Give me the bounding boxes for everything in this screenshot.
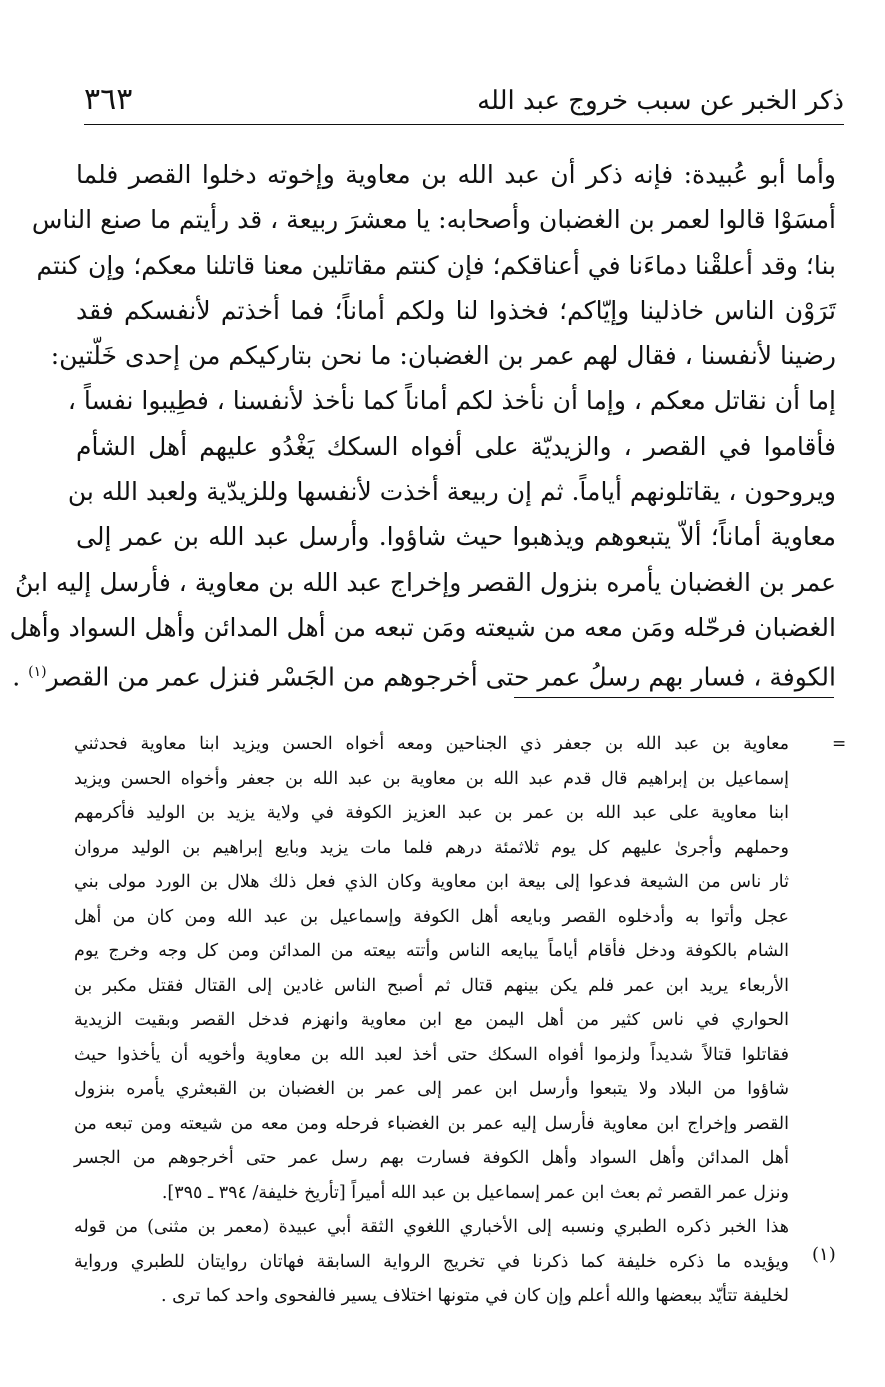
footnote-line: شاؤوا من البلاد ولا يتبعوا وأرسل ابن عمر إلى عمر بن الغضبان بن القبعثري يأمره بنزول xyxy=(74,1079,789,1099)
main-line: رضينا لأنفسنا ، فقال لهم عمر بن الغضبان: ما نحن بتاركيكم من إحدى خَلّتين: xyxy=(50,341,836,371)
main-line: وأما أبو عُبيدة: فإنه ذكر أن عبد الله بن معاوية وإخوته دخلوا القصر فلما xyxy=(76,160,836,189)
footnote-line: وحملهم وأجرىٰ عليهم كل يوم ثلاثمئة درهم فلما مات يزيد وبايع إبراهيم بن الوليد مروان xyxy=(74,837,789,858)
running-header xyxy=(84,82,844,122)
header-rule xyxy=(84,124,844,125)
main-line: معاوية أماناً؛ ألاّ يتبعوهم ويذهبوا حيث شاؤوا. وأرسل عبد الله بن عمر إلى xyxy=(76,522,836,552)
footnote-line: إسماعيل بن إبراهيم قال قدم عبد الله بن معاوية بن عبد الله بن جعفر وأخواه الحسن ويزيد xyxy=(74,768,789,789)
main-line: إما أن نقاتل معكم ، وإما أن نأخذ لكم أماناً كما نأخذ لأنفسنا ، فطِيبوا نفساً ، xyxy=(67,386,836,416)
footnote-line: أهل المدائن وأهل السواد وأهل الكوفة فسارت بهم رسل عمر حتى أخرجوهم من الجسر xyxy=(74,1148,789,1168)
footnote-line: ونزل عمر القصر ثم بعث ابن عمر إسماعيل بن عبد الله أميراً [تأريخ خليفة/ ٣٩٤ ـ ٣٩٥]. xyxy=(161,1182,789,1203)
footnotes xyxy=(74,727,789,1314)
main-line: الغضبان فرحّله ومَن معه من شيعته ومَن تبعه من أهل المدائن وأهل السواد وأهل xyxy=(9,612,836,642)
main-line: تَرَوْن الناس خاذلينا وإيّاكم؛ فخذوا لنا ولكم أماناً؛ فما أخذتم لأنفسكم فقد xyxy=(76,295,836,325)
footnote-line: فقاتلوا قتالاً شديداً ولزموا أفواه السكك حتى أخذ لعبد الله بن معاوية وأخويه أن يأخذوا حيث xyxy=(74,1044,789,1065)
footnote-continuation-mark: = xyxy=(832,734,847,754)
footnote-separator xyxy=(514,697,834,698)
footnote-reference: (١) xyxy=(28,664,47,681)
main-line-end: . xyxy=(12,662,29,692)
footnote-1-line: لخليفة تتأيّد ببعضها والله أعلم وإن كان في متونها اختلاف يسير فالفحوى واحد كما ترى . xyxy=(160,1286,789,1306)
footnote-line: ابنا معاوية على عبد الله بن عمر بن عبد العزيز الكوفة في ولاية يزيد بن الوليد فأكرمهم xyxy=(74,803,789,823)
main-line-last xyxy=(12,650,836,695)
page-number: ٣٦٣ xyxy=(84,82,133,117)
footnote-1-line: ويؤيده ما ذكره خليفة كما ذكرنا في تخريج الرواية السابقة فهاتان روايتان للطبري ورواية xyxy=(74,1251,789,1272)
main-line-text: الكوفة ، فسار بهم رسلُ عمر حتى أخرجوهم من الجَسْر فنزل عمر من القصر xyxy=(46,662,836,692)
main-line: فأقاموا في القصر ، والزيديّة على أفواه السكك يَغْدُو عليهم أهل الشأم xyxy=(76,431,836,461)
main-text xyxy=(9,152,836,696)
footnote-line: ثار ناس من الشيعة فدعوا إلى بيعة ابن معاوية وكان الذي فعل ذلك هلال بن الورد مولى بني xyxy=(74,872,789,892)
footnote-line: عجل وأتوا به وأدخلوه القصر وبايعه أهل الكوفة وإسماعيل بن عبد الله ومن كان من أهل xyxy=(74,906,789,927)
footnote-line: الأربعاء يريد ابن عمر فلم يكن بينهم قتال ثم أصبح الناس غادين إلى القتال فقتل مكبر بن xyxy=(74,975,789,996)
main-line: أمسَوْا قالوا لعمر بن الغضبان وأصحابه: يا معشرَ ربيعة ، قد رأيتم ما صنع الناس xyxy=(31,205,836,235)
footnote-line: القصر وإخراج ابن معاوية فأرسل إليه عمر بن الغضباء فرحله ومن معه من شيعته ومن تبعه من xyxy=(74,1113,789,1134)
main-line: بنا؛ وقد أعلقْنا دماءَنا في أعناقكم؛ فإن كنتم مقاتلين معنا قاتلنا معكم؛ وإن كنتم xyxy=(36,250,836,280)
header-title: ذكر الخبر عن سبب خروج عبد الله xyxy=(477,86,844,116)
footnote-line: معاوية بن عبد الله بن جعفر ذي الجناحين ومعه أخواه الحسن ويزيد ابنا معاوية فحدثني xyxy=(74,734,789,754)
main-line: ويروحون ، يقاتلونهم أياماً. ثم إن ربيعة أخذت لأنفسها وللزيدّية ولعبد الله بن xyxy=(67,477,836,507)
footnote-number: (١) xyxy=(812,1244,836,1265)
main-line: عمر بن الغضبان يأمره بنزول القصر وإخراج عبد الله بن معاوية ، فأرسل إليه ابنُ xyxy=(14,567,836,597)
footnote-line: الشام بالكوفة ودخل فأقام أياماً يبايعه الناس وأتته بيعته من المدائن ومن كل وجه وخرج يوم xyxy=(74,941,789,961)
footnote-line: الحواري في ناس كثير من أهل اليمن مع ابن معاوية وانهزم فدخل القصر وبقيت الزيدية xyxy=(74,1010,789,1030)
footnote-1-line: هذا الخبر ذكره الطبري ونسبه إلى الأخباري اللغوي الثقة أبي عبيدة (معمر بن مثنى) من قوله xyxy=(74,1217,789,1237)
